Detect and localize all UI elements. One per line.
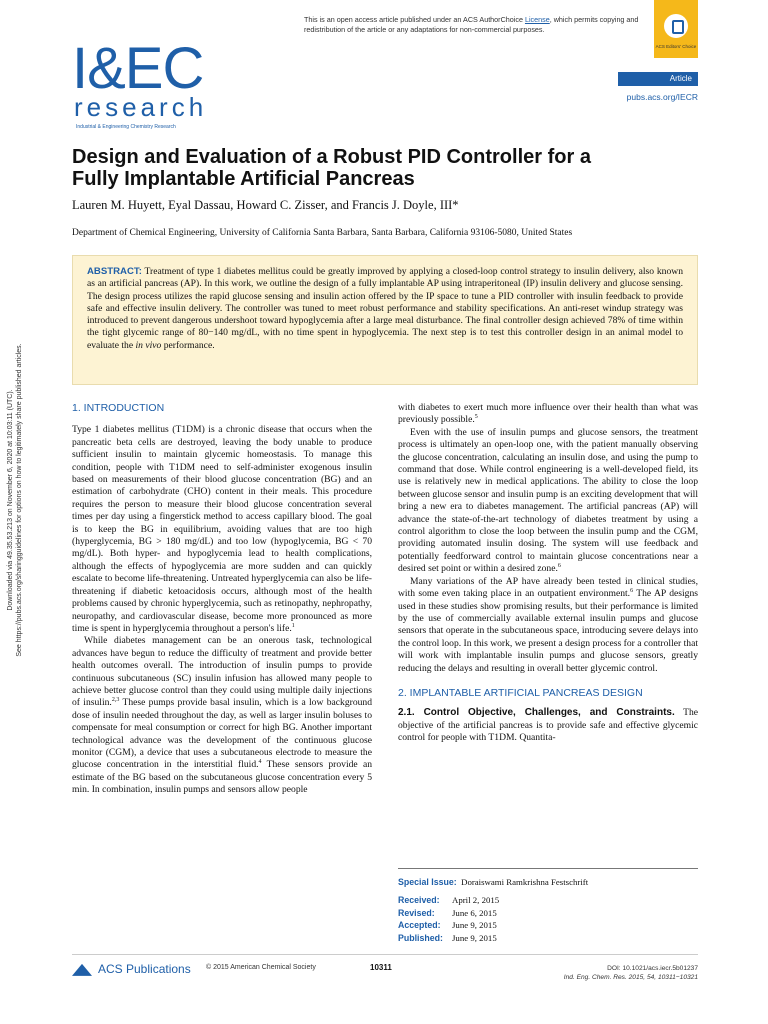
journal-logo: I&EC [72,36,204,101]
section-heading-introduction: 1. INTRODUCTION [72,402,165,414]
paper-affiliation: Department of Chemical Engineering, University of California Santa Barbara, Santa Barbara, California 93106-5080, United States [72,228,573,238]
citation-ref[interactable]: 6 [557,563,561,570]
citation-ref[interactable]: 5 [474,414,478,421]
license-link[interactable]: License [524,15,550,24]
date-row: Revised: June 6, 2015 [398,907,497,918]
subsection-heading: 2.1. Control Objective, Challenges, and Constraints. [398,707,675,719]
journal-url-link[interactable]: pubs.acs.org/IECR [626,92,698,102]
special-issue-note: Special Issue: Doraiswami Ramkrishna Festschrift [398,868,698,889]
right-column: with diabetes to exert much more influence over their health than what was previously possible.$^5$ Even with the use of insulin pumps and glucose sensors, the treatment process is ultimately an open-loop one, with the patient manually observing the glucose concentration, calculating an insulin dose, and using the pump to command that dose. While control engineering is a well-developed field, its use is relatively new in medical applications. The ability to close the loop between glucose sensor and insulin pump is an exciting development that will bring a new era to diabetes management. The artificial pancreas (AP) will advance the state-of-the-art technology of diabetes treatment by using a control algorithm to close the loop between the insulin pump and the CGM, providing automated insulin dosing. The system will use feedback and potentially feedforward control to maintain glucose concentrations near a desired set point or within a desired zone.$^6$ Many variations of the AP have already been tested in clinical studies, with some even taking place in an outpatient environment.$^6$ The AP designs used in these studies show promising results, but their performance is limited by the use of commercially available external insulin pumps and glucose sensors that operate in the subcutaneous space, introducing severe delays into the control loop. In this work, we present a design process for a controller that will work with implantable insulin pumps and glucose sensors, greatly reducing the delays and resulting in overall better glycemic control. 2. IMPLANTABLE ARTIFICIAL PANCREAS DESIGN 2.1. Control Objective, Challenges, and Constraints. The objective of the artificial pancreas is to provide safe and effective glycemic control for people with T1DM. Quantita- [398,402,699,744]
citation: Ind. Eng. Chem. Res. 2015, 54, 10311−10321 [563,974,698,981]
citation-ref[interactable]: 1 [291,622,295,629]
article-type-tag: Article [618,72,698,86]
page-number: 10311 [370,963,392,972]
citation-ref[interactable]: 4 [258,759,262,766]
doi-citation [520,964,698,982]
date-row: Accepted: June 9, 2015 [398,920,497,930]
citation-ref[interactable]: 2,3 [111,697,120,704]
footer-divider [72,954,698,955]
acs-publications-logo[interactable]: ACS Publications [72,962,191,976]
journal-logo-tagline: Industrial & Engineering Chemistry Research [76,124,176,130]
paragraph: Even with the use of insulin pumps and glucose sensors, the treatment process is ultimately an open-loop one, with the patient manually observing the glucose concentration, calculating an insulin dose, and using the pump to command that dose. While control engineering is a well-developed field, its use is relatively new in medical applications. The ability to close the loop between glucose sensor and insulin pump is an exciting development that will bring a new era to diabetes management. The artificial pancreas (AP) will advance the state-of-the-art technology of diabetes treatment by using a control algorithm to close the loop between the insulin pump and the CGM, providing automated insulin dosing. The system will use feedback and potentially feedforward control to maintain glucose concentrations near a desired set point or within a desired zone.$^6$ [398,426,698,575]
download-side-note: Downloaded via 49.35.53.213 on November 6, 2020 at 10:03:11 (UTC). See https://pubs.acs.org/sharingguidelines for options on how to legitimately share published articles. [7,343,23,657]
paragraph: with diabetes to exert much more influence over their health than what was previously possible.$^5$ [398,402,698,426]
editors-choice-badge[interactable]: ACS Editors' Choice [654,0,698,58]
citation-ref[interactable]: 6 [630,587,634,594]
acs-logo-icon [72,964,92,976]
paragraph: Type 1 diabetes mellitus (T1DM) is a chronic disease that occurs when the pancreatic beta cells are destroyed, leaving the body unable to produce sufficient insulin to maintain glycemic homeostasis. To manage this condition, people with T1DM need to self-administer exogenous insulin based on measurements of their blood glucose concentration (BG) and an estimation of carbohydrate (CHO) content in their meals. This procedure requires the person to measure their blood glucose concentration several times per day using a fingerstick method to access capillary blood. The goal is to keep the BG in equilibrium, avoiding values that are too high (hyperglycemia, BG > 180 mg/dL) and too low (hypoglycemia, BG < 70 mg/dL). Both hyper- and hypoglycemia lead to health complications, although the effects of hypoglycemia are more sudden and can quickly escalate to become life-threatening. Untreated hyperglycemia can also be life-threatening if diabetic ketoacidosis occurs, although most of the health problems caused by chronic hyperglycemia, such as retinopathy, nephropathy, neuropathy, and cardiovascular disease, become more pronounced as more time is spent in hyperglycemia throughout a person's life.$^1$ [72,424,372,634]
section-heading-implantable: 2. IMPLANTABLE ARTIFICIAL PANCREAS DESIGN [398,686,643,699]
abstract-box: ABSTRACT: Treatment of type 1 diabetes mellitus could be greatly improved by applying a closed-loop control strategy to insulin delivery, also known as an artificial pancreas (AP). In this work, we outline the design of a fully implantable AP using intraperitoneal (IP) insulin delivery and glucose sensing. The design process utilizes the rapid glucose sensing and insulin action offered by the IP space to tune a PID controller with insulin feedback to provide safe and effective insulin delivery. The controller was tuned to meet robust performance and stability specifications. An anti-reset windup strategy was introduced to prevent dangerous undershoot toward hypoglycemia after a large meal disturbance. The final controller design achieved 78% of time within the tight glycemic range of 80−140 mg/dL, with no time spent in hypoglycemia. The next step is to test this controller design in an animal model to evaluate the in vivo performance. [72,255,698,385]
journal-logo-sub: research [74,92,208,122]
paragraph: While diabetes management can be an onerous task, technological advances have begun to reduce the difficulty of treatment and provide better health outcomes overall. The introduction of insulin pumps to provide continuous subcutaneous (SC) insulin infusion has allowed many people to achieve better glucose control than they could using multiple daily injections of insulin.$^{2,3}$ These pumps provide basal insulin, which is a low background dose of insulin needed throughout the day, as well as larger insulin boluses to compensate for meal consumption or correct for high BG. Another important technological advance was the development of the continuous glucose monitor (CGM), a device that uses a subcutaneous electrode to measure the glucose concentration in the interstitial fluid.$^4$ These sensors provide an estimate of the BG based on the subcutaneous glucose concentration every 5 min. In combination, insulin pumps and sensors allow people [72,635,373,796]
open-access-icon [664,14,688,38]
paper-authors: Lauren M. Huyett, Eyal Dassau, Howard C. Zisser, and Francis J. Doyle, III* [72,198,459,212]
publication-dates [398,894,499,944]
left-column [72,402,372,797]
license-notice: This is an open access article published under an ACS AuthorChoice License, which permits copying and redistribution of the article or any adaptations for non-commercial purposes. [304,15,639,34]
date-row: Received: April 2, 2015 [398,895,500,905]
paper-title: Design and Evaluation of a Robust PID Controller for a Fully Implantable Artificial Pancreas [72,146,591,190]
doi-link[interactable]: DOI: 10.1021/acs.iecr.5b01237 [607,965,698,972]
copyright-notice: © 2015 American Chemical Society [206,964,316,971]
paragraph: Many variations of the AP have already been tested in clinical studies, with some even taking place in an outpatient environment.$^6$ The AP designs used in these studies show promising results, but their performance is limited by the use of commercially available external insulin pumps and glucose sensors that operate in the subcutaneous space, introducing severe delays into the control loop. In this work, we present a design process for a controller that will work with implantable insulin pumps and glucose sensors, greatly reducing the delays and resulting in overall better glycemic control. [398,575,698,674]
abstract-label: ABSTRACT: [87,266,142,277]
date-row: Published: June 9, 2015 [398,932,497,943]
